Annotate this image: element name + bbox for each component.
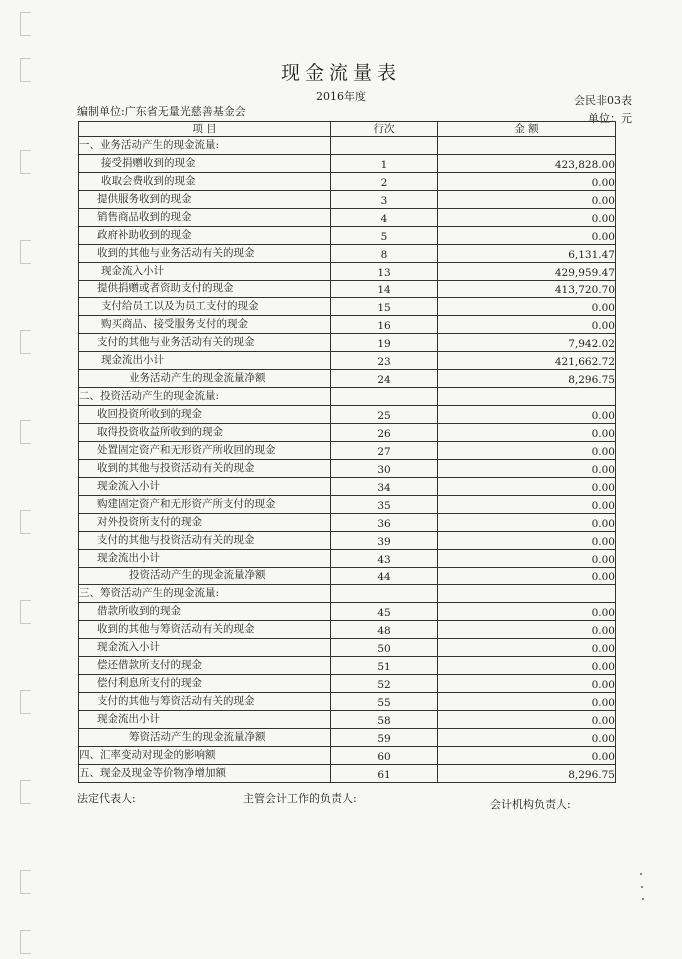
- row-amount: 0.00: [438, 208, 616, 226]
- row-item: 现金流出小计: [79, 711, 331, 729]
- row-item: 收到的其他与筹资活动有关的现金: [79, 621, 331, 639]
- row-item: 收取会费收到的现金: [79, 172, 331, 190]
- row-amount: 0.00: [438, 441, 616, 459]
- row-line-number: 51: [331, 657, 438, 675]
- row-amount: 0.00: [438, 693, 616, 711]
- row-line-number: 61: [331, 764, 438, 782]
- row-line-number: 16: [331, 316, 438, 334]
- row-amount: 0.00: [438, 513, 616, 531]
- table-row: [79, 424, 616, 442]
- scan-speck: [642, 898, 644, 900]
- row-amount: 0.00: [438, 746, 616, 764]
- table-row: [79, 244, 616, 262]
- table-row: [79, 477, 616, 495]
- table-row: [79, 352, 616, 370]
- form-code: 会民非03表: [574, 94, 632, 107]
- table-row: [79, 764, 616, 782]
- table-row: [79, 172, 616, 190]
- currency-unit: 单位：元: [588, 112, 632, 125]
- table-row: [79, 513, 616, 531]
- row-line-number: 27: [331, 441, 438, 459]
- column-header-item: 项 目: [79, 122, 331, 137]
- row-item: 收到的其他与业务活动有关的现金: [79, 244, 331, 262]
- row-amount: 0.00: [438, 675, 616, 693]
- row-amount: 413,720.70: [438, 280, 616, 298]
- table-row: [79, 621, 616, 639]
- page-title: 现金流量表: [280, 62, 401, 84]
- row-amount: [438, 388, 616, 406]
- row-line-number: [331, 585, 438, 603]
- row-line-number: 8: [331, 244, 438, 262]
- row-item: 五、现金及现金等价物净增加额: [79, 764, 331, 782]
- cash-flow-table: [78, 121, 616, 783]
- row-line-number: 45: [331, 603, 438, 621]
- row-item: 偿付利息所支付的现金: [79, 675, 331, 693]
- row-item: 四、汇率变动对现金的影响额: [79, 746, 331, 764]
- row-item: 收到的其他与投资活动有关的现金: [79, 459, 331, 477]
- row-item: 三、筹资活动产生的现金流量:: [79, 585, 331, 603]
- row-amount: 423,828.00: [438, 154, 616, 172]
- table-row: [79, 728, 616, 746]
- row-line-number: 55: [331, 693, 438, 711]
- table-row: [79, 693, 616, 711]
- scan-speck: [641, 886, 643, 888]
- row-amount: 429,959.47: [438, 262, 616, 280]
- row-amount: 0.00: [438, 728, 616, 746]
- table-row: [79, 154, 616, 172]
- row-line-number: [331, 388, 438, 406]
- row-line-number: 24: [331, 370, 438, 388]
- row-item: 筹资活动产生的现金流量净额: [79, 728, 331, 746]
- row-line-number: 13: [331, 262, 438, 280]
- row-amount: 0.00: [438, 639, 616, 657]
- row-amount: 6,131.47: [438, 244, 616, 262]
- row-amount: [438, 137, 616, 155]
- row-item: 收回投资所收到的现金: [79, 406, 331, 424]
- row-amount: 0.00: [438, 603, 616, 621]
- table-row: [79, 298, 616, 316]
- row-item: 二、投资活动产生的现金流量:: [79, 388, 331, 406]
- row-item: 一、业务活动产生的现金流量:: [79, 137, 331, 155]
- table-row: [79, 370, 616, 388]
- row-amount: 0.00: [438, 226, 616, 244]
- table-row: [79, 316, 616, 334]
- row-item: 支付的其他与投资活动有关的现金: [79, 531, 331, 549]
- row-line-number: 30: [331, 459, 438, 477]
- reporting-organization: 编制单位:广东省无量光慈善基金会: [77, 105, 246, 118]
- row-amount: 0.00: [438, 657, 616, 675]
- row-line-number: [331, 137, 438, 155]
- row-item: 业务活动产生的现金流量净额: [79, 370, 331, 388]
- row-amount: 0.00: [438, 549, 616, 567]
- row-line-number: 34: [331, 477, 438, 495]
- table-row: [79, 226, 616, 244]
- row-amount: 8,296.75: [438, 370, 616, 388]
- row-amount: 421,662.72: [438, 352, 616, 370]
- row-item: 现金流入小计: [79, 262, 331, 280]
- row-amount: 0.00: [438, 495, 616, 513]
- row-item: 现金流入小计: [79, 639, 331, 657]
- table-row: [79, 495, 616, 513]
- row-item: 现金流入小计: [79, 477, 331, 495]
- row-item: 接受捐赠收到的现金: [79, 154, 331, 172]
- row-line-number: 39: [331, 531, 438, 549]
- row-item: 支付给员工以及为员工支付的现金: [79, 298, 331, 316]
- row-amount: 0.00: [438, 316, 616, 334]
- row-item: 购建固定资产和无形资产所支付的现金: [79, 495, 331, 513]
- row-item: 支付的其他与业务活动有关的现金: [79, 334, 331, 352]
- table-row: [79, 441, 616, 459]
- row-amount: 8,296.75: [438, 764, 616, 782]
- table-row: [79, 334, 616, 352]
- row-line-number: 15: [331, 298, 438, 316]
- row-line-number: 2: [331, 172, 438, 190]
- row-line-number: 23: [331, 352, 438, 370]
- row-amount: 0.00: [438, 459, 616, 477]
- row-line-number: 36: [331, 513, 438, 531]
- table-row: [79, 639, 616, 657]
- row-item: 现金流出小计: [79, 352, 331, 370]
- row-line-number: 60: [331, 746, 438, 764]
- accounting-head-label: 主管会计工作的负责人:: [243, 792, 357, 805]
- row-line-number: 19: [331, 334, 438, 352]
- table-row: [79, 388, 616, 406]
- row-item: 购买商品、接受服务支付的现金: [79, 316, 331, 334]
- table-row: [79, 603, 616, 621]
- row-line-number: 5: [331, 226, 438, 244]
- table-row: [79, 585, 616, 603]
- table-header-row: [79, 122, 616, 137]
- row-line-number: 14: [331, 280, 438, 298]
- row-item: 支付的其他与筹资活动有关的现金: [79, 693, 331, 711]
- row-line-number: 48: [331, 621, 438, 639]
- scan-speck: [640, 873, 642, 875]
- row-line-number: 26: [331, 424, 438, 442]
- row-line-number: 59: [331, 728, 438, 746]
- column-header-line: 行次: [331, 122, 438, 137]
- table-row: [79, 406, 616, 424]
- row-line-number: 3: [331, 190, 438, 208]
- row-amount: [438, 585, 616, 603]
- row-item: 偿还借款所支付的现金: [79, 657, 331, 675]
- row-amount: 0.00: [438, 711, 616, 729]
- accounting-org-head-label: 会计机构负责人:: [490, 798, 571, 811]
- row-item: 投资活动产生的现金流量净额: [79, 567, 331, 585]
- row-item: 提供服务收到的现金: [79, 190, 331, 208]
- row-amount: 0.00: [438, 298, 616, 316]
- table-row: [79, 531, 616, 549]
- row-item: 提供捐赠或者资助支付的现金: [79, 280, 331, 298]
- row-amount: 0.00: [438, 190, 616, 208]
- table-row: [79, 549, 616, 567]
- table-row: [79, 567, 616, 585]
- row-item: 销售商品收到的现金: [79, 208, 331, 226]
- row-amount: 0.00: [438, 477, 616, 495]
- table-row: [79, 711, 616, 729]
- table-row: [79, 675, 616, 693]
- table-row: [79, 657, 616, 675]
- row-line-number: 43: [331, 549, 438, 567]
- report-year: 2016年度: [316, 90, 366, 103]
- row-item: 政府补助收到的现金: [79, 226, 331, 244]
- row-line-number: 44: [331, 567, 438, 585]
- row-item: 借款所收到的现金: [79, 603, 331, 621]
- row-item: 取得投资收益所收到的现金: [79, 424, 331, 442]
- row-amount: 0.00: [438, 172, 616, 190]
- row-line-number: 25: [331, 406, 438, 424]
- table-row: [79, 280, 616, 298]
- binding-holes: [18, 0, 34, 959]
- row-amount: 0.00: [438, 424, 616, 442]
- table-row: [79, 190, 616, 208]
- row-item: 处置固定资产和无形资产所收回的现金: [79, 441, 331, 459]
- table-row: [79, 208, 616, 226]
- row-amount: 7,942.02: [438, 334, 616, 352]
- row-line-number: 52: [331, 675, 438, 693]
- table-row: [79, 137, 616, 155]
- table-row: [79, 746, 616, 764]
- legal-representative-label: 法定代表人:: [77, 792, 136, 805]
- row-line-number: 58: [331, 711, 438, 729]
- row-line-number: 50: [331, 639, 438, 657]
- row-item: 现金流出小计: [79, 549, 331, 567]
- column-header-amount: 金 额: [438, 122, 616, 137]
- row-amount: 0.00: [438, 406, 616, 424]
- table-row: [79, 459, 616, 477]
- row-line-number: 1: [331, 154, 438, 172]
- row-line-number: 4: [331, 208, 438, 226]
- row-amount: 0.00: [438, 567, 616, 585]
- row-item: 对外投资所支付的现金: [79, 513, 331, 531]
- row-amount: 0.00: [438, 621, 616, 639]
- row-amount: 0.00: [438, 531, 616, 549]
- row-line-number: 35: [331, 495, 438, 513]
- table-row: [79, 262, 616, 280]
- table-body: [79, 137, 616, 783]
